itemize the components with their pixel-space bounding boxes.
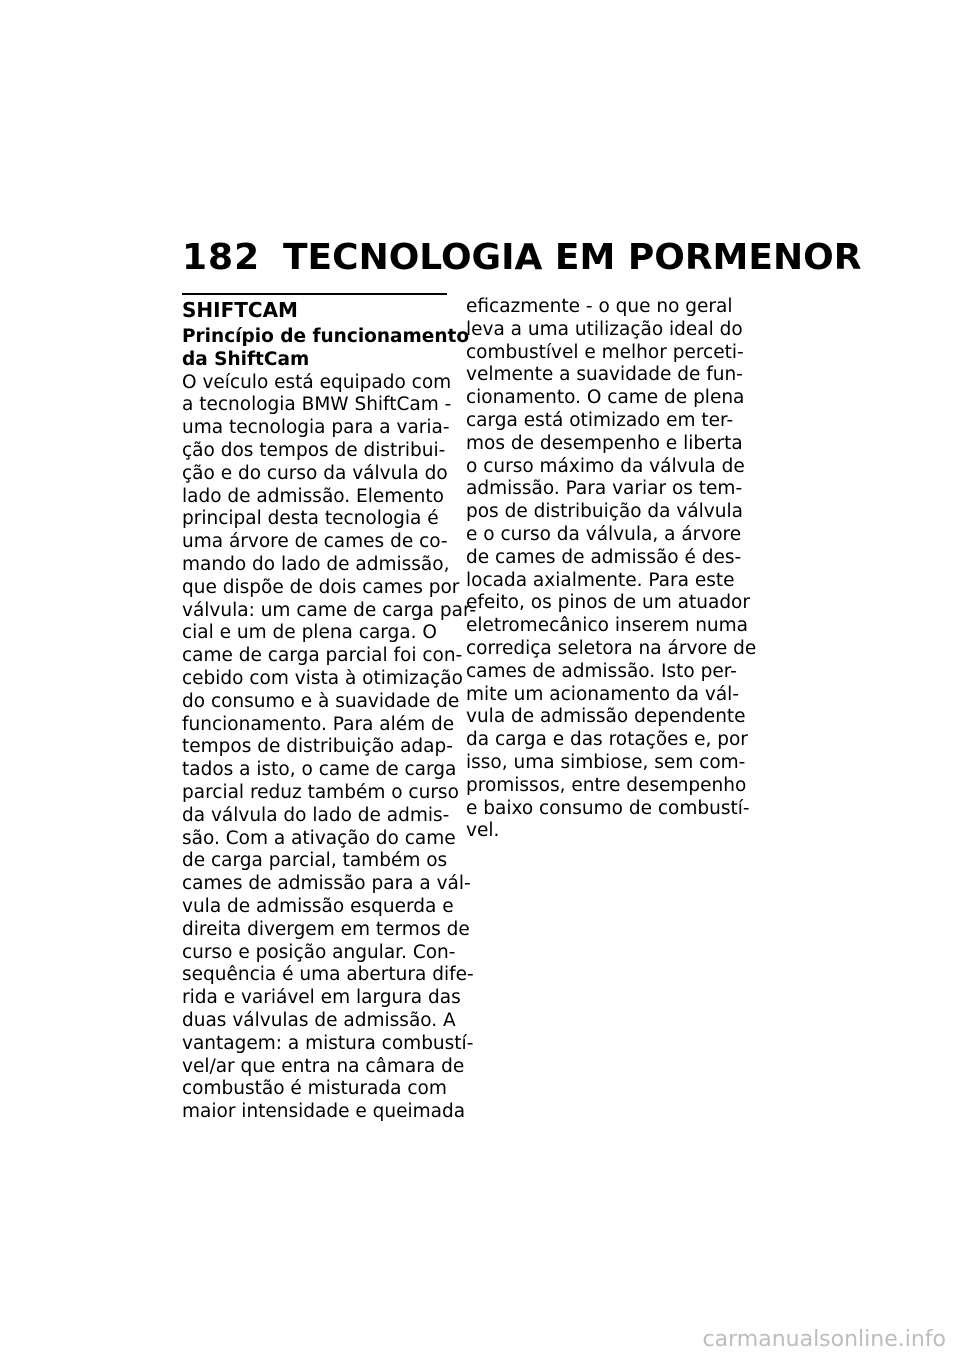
body-text-line: cames de admissão. Isto per- [466, 660, 737, 682]
body-text-line: eficazmente - o que no geral [466, 296, 733, 317]
body-text-line: cebido com vista à otimização [182, 667, 463, 689]
body-text-line: vula de admissão esquerda e [182, 895, 454, 917]
body-text-line: uma tecnologia para a varia- [182, 417, 450, 439]
body-text-line: ção dos tempos de distribui- [182, 439, 446, 461]
section-divider [182, 293, 447, 295]
left-body-text [182, 371, 477, 1124]
body-text-line: rida e variável em largura das [182, 987, 461, 1009]
body-text-line: e o curso da válvula, a árvore [466, 523, 742, 545]
body-text-line: são. Com a ativação do came [182, 827, 456, 849]
body-text-line: isso, uma simbiose, sem com- [466, 751, 746, 773]
body-text-line: o curso máximo da válvula de [466, 455, 745, 477]
body-text-line: ção e do curso da válvula do [182, 462, 448, 484]
body-text-line: efeito, os pinos de um atuador [466, 592, 750, 614]
body-text-line: do consumo e à suavidade de [182, 690, 460, 712]
subsection-title-line: Princípio de funcionamento [182, 326, 470, 347]
body-text-line: de carga parcial, também os [182, 850, 448, 872]
body-text-line: mite um acionamento da vál- [466, 683, 739, 705]
body-text-line: mos de desempenho e liberta [466, 432, 743, 454]
body-text-line: came de carga parcial foi con- [182, 645, 463, 667]
body-text-line: promissos, entre desempenho [466, 774, 747, 796]
body-text-line: válvula: um came de carga par- [182, 599, 477, 621]
body-text-line: O veículo está equipado com [182, 371, 452, 393]
body-text-line: parcial reduz também o curso [182, 781, 459, 803]
watermark-text: carmanualsonline.info [702, 1327, 946, 1352]
subsection-title [182, 326, 470, 372]
body-text-line: direita divergem em termos de [182, 918, 470, 940]
body-text-line: locada axialmente. Para este [466, 569, 735, 591]
body-text-line: eletromecânico inserem numa [466, 615, 748, 637]
body-text-line: que dispõe de dois cames por [182, 576, 460, 598]
body-text-line: corrediça seletora na árvore de [466, 637, 757, 659]
body-text-line: da válvula do lado de admis- [182, 804, 450, 826]
body-text-line: combustão é misturada com [182, 1078, 447, 1100]
body-text-line: maior intensidade e queimada [182, 1101, 466, 1123]
body-text-line: cionamento. O came de plena [466, 387, 745, 409]
body-text-line: duas válvulas de admissão. A [182, 1009, 456, 1031]
body-text-line: vel. [466, 820, 500, 842]
body-text-line: principal desta tecnologia é [182, 508, 439, 530]
body-text-line: tados a isto, o came de carga [182, 759, 457, 781]
body-text-line: pos de distribuição da válvula [466, 501, 743, 523]
body-text-line: lado de admissão. Elemento [182, 485, 444, 507]
body-text-line: velmente a suavidade de fun- [466, 364, 743, 386]
subsection-title-line: da ShiftCam [182, 348, 310, 370]
section-title: SHIFTCAM [182, 298, 298, 322]
page-header-title: TECNOLOGIA EM PORMENOR [283, 237, 862, 278]
right-body-text [466, 296, 757, 843]
body-text-line: de cames de admissão é des- [466, 546, 742, 568]
body-text-line: admissão. Para variar os tem- [466, 478, 743, 500]
page-number: 182 [182, 237, 261, 278]
body-text-line: vel/ar que entra na câmara de [182, 1055, 465, 1077]
left-column [182, 296, 477, 1124]
body-text-line: vula de admissão dependente [466, 706, 746, 728]
body-text-line: carga está otimizado em ter- [466, 409, 734, 431]
body-text-line: e baixo consumo de combustí- [466, 797, 750, 819]
body-text-line: sequência é uma abertura dife- [182, 964, 474, 986]
body-text-line: curso e posição angular. Con- [182, 941, 456, 963]
body-text-line: leva a uma utilização ideal do [466, 318, 743, 340]
body-text-line: uma árvore de cames de co- [182, 531, 448, 553]
body-text-line: da carga e das rotações e, por [466, 729, 748, 751]
right-column [466, 296, 757, 843]
body-text-line: vantagem: a mistura combustí- [182, 1032, 474, 1054]
body-text-line: mando do lado de admissão, [182, 553, 450, 575]
body-text-line: a tecnologia BMW ShiftCam - [182, 394, 452, 416]
body-text-line: cames de admissão para a vál- [182, 873, 471, 895]
body-text-line: funcionamento. Para além de [182, 713, 455, 735]
body-text-line: cial e um de plena carga. O [182, 622, 437, 644]
body-text-line: tempos de distribuição adap- [182, 736, 453, 758]
body-text-line: combustível e melhor perceti- [466, 341, 744, 363]
